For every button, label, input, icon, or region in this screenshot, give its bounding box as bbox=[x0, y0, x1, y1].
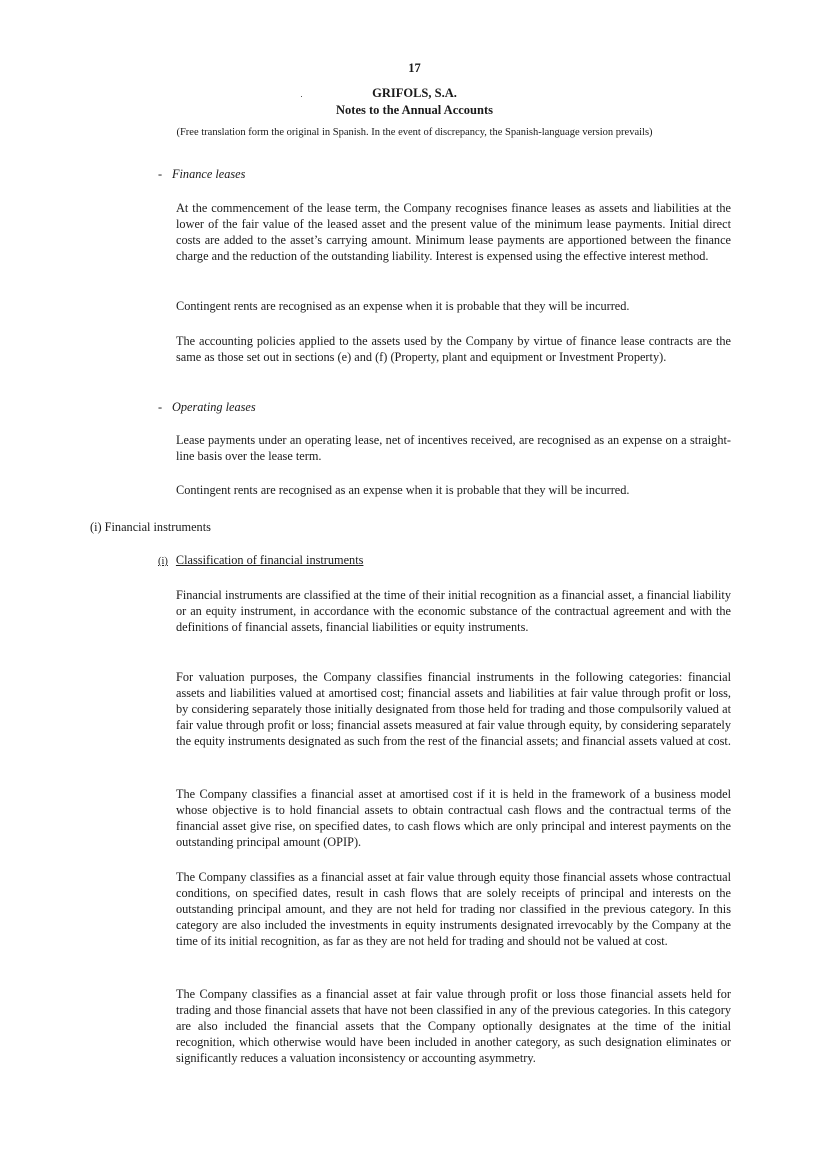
bullet-dash: - bbox=[158, 167, 163, 181]
financial-instruments-paragraph-5: The Company classifies as a financial asset at fair value through profit or loss those financial assets held for trading and those financial assets that have not been classified in any of the previous categories. In this category are also included the financial assets that the Company optionally designates at the time of the initial recognition, which otherwise would have been included in another category, as such designation eliminates or significantly reduces a valuation inconsistency or accounting asymmetry. bbox=[176, 987, 731, 1065]
financial-instruments-paragraph-4: The Company classifies as a financial asset at fair value through equity those financial assets whose contractual conditions, on specified dates, result in cash flows that are solely receipts of principal and interests on the outstanding principal amount, and they are not held for trading nor classified in the previous category. In this category are also included the investments in equity instruments designated irrevocably by the Company at the time of its initial recognition, as far as they are not held for trading and should not be valued at cost. bbox=[176, 870, 731, 948]
translation-disclaimer: (Free translation form the original in Spanish. In the event of discrepancy, the Spanish-language version prevails) bbox=[176, 127, 653, 138]
finance-leases-heading bbox=[158, 166, 245, 182]
finance-leases-title: Finance leases bbox=[172, 167, 246, 181]
operating-leases-heading bbox=[158, 399, 256, 415]
operating-leases-paragraph-2: Contingent rents are recognised as an expense when it is probable that they will be incurred. bbox=[176, 483, 630, 497]
financial-instruments-paragraph-3: The Company classifies a financial asset at amortised cost if it is held in the framework of a business model whose objective is to hold financial assets to obtain contractual cash flows and the contractual terms of the financial asset give rise, on specified dates, to cash flows which are only principal and interest payments on the outstanding principal amount (OPIP). bbox=[176, 787, 731, 849]
subsection-title: Classification of financial instruments bbox=[175, 553, 364, 567]
operating-leases-paragraph-1: Lease payments under an operating lease, net of incentives received, are recognised as an expense on a straight-line basis over the lease term. bbox=[176, 433, 731, 463]
subsection-heading bbox=[158, 552, 363, 570]
section-title-financial-instruments: (i) Financial instruments bbox=[90, 520, 211, 534]
document-title: Notes to the Annual Accounts bbox=[336, 103, 493, 117]
operating-leases-title: Operating leases bbox=[172, 400, 256, 414]
finance-leases-paragraph-1: At the commencement of the lease term, the Company recognises finance leases as assets and liabilities at the lower of the fair value of the leased asset and the present value of the minimum lease payments. Initial direct costs are added to the asset’s carrying amount. Minimum lease payments are apportioned between the finance charge and the reduction of the outstanding liability. Interest is expensed using the effective interest method. bbox=[176, 201, 731, 263]
financial-instruments-paragraph-2: For valuation purposes, the Company classifies financial instruments in the following categories: financial assets and liabilities valued at amortised cost; financial assets and liabilities at fair value through profit or loss, by considering separately those initially designated from those held for trading and those compulsorily valued at fair value through profit or loss; financial assets measured at fair value through equity, by considering separately the equity instruments designated as such from the rest of the financial assets; and financial assets valued at cost. bbox=[176, 670, 731, 748]
finance-leases-paragraph-3: The accounting policies applied to the assets used by the Company by virtue of finance lease contracts are the same as those set out in sections (e) and (f) (Property, plant and equipment or Investment Property). bbox=[176, 334, 731, 364]
page-number: 17 bbox=[408, 61, 421, 75]
company-name: GRIFOLS, S.A. bbox=[372, 86, 457, 100]
bullet-dash: - bbox=[158, 400, 163, 414]
subsection-number: (i) bbox=[158, 556, 168, 567]
finance-leases-paragraph-2: Contingent rents are recognised as an expense when it is probable that they will be incurred. bbox=[176, 299, 630, 313]
financial-instruments-paragraph-1: Financial instruments are classified at the time of their initial recognition as a financial asset, a financial liability or an equity instrument, in accordance with the economic substance of the contractual agreement and with the definitions of financial assets, financial liabilities or equity instruments. bbox=[176, 588, 731, 634]
